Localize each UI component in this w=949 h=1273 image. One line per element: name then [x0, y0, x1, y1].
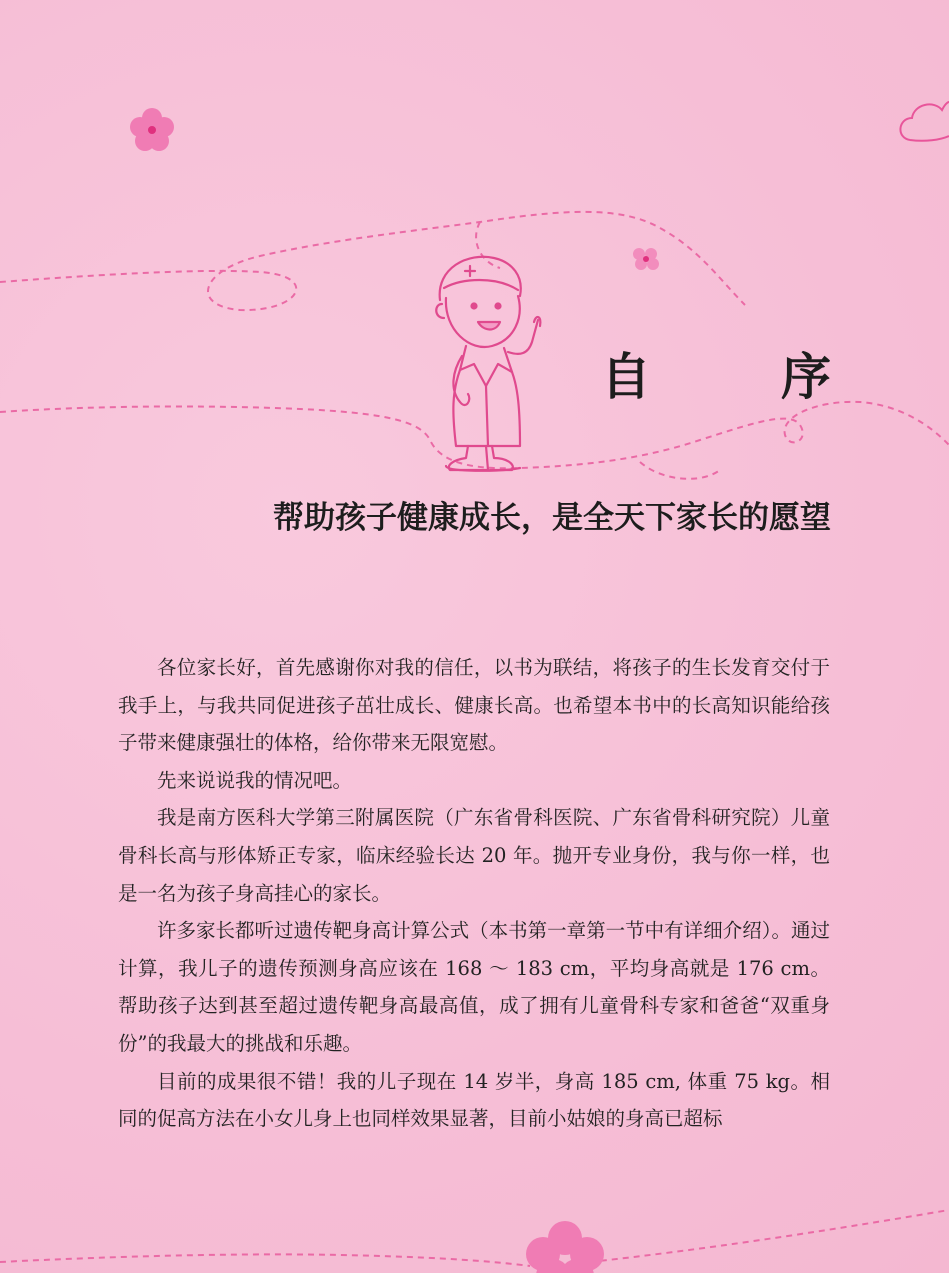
doctor-illustration [436, 257, 540, 471]
flower-icon [526, 1221, 604, 1273]
page-title: 自 序 [601, 347, 871, 406]
cloud-icon [900, 102, 949, 141]
paragraph: 各位家长好，首先感谢你对我的信任，以书为联结，将孩子的生长发育交付于我手上，与我共同促进孩子茁壮成长、健康长高。也希望本书中的长高知识能给孩子带来健康强壮的体格，给你带来无限宽慰。 [118, 656, 830, 755]
flower-icon [633, 248, 659, 270]
section-subtitle: 帮助孩子健康成长，是全天下家长的愿望 [273, 500, 831, 536]
flower-icon [130, 108, 174, 151]
paragraph: 目前的成果很不错！我的儿子现在 14 岁半，身高 185 cm, 体重 75 kg。相同的促高方法在小女儿身上也同样效果显著，目前小姑娘的身高已超标 [118, 1069, 830, 1131]
body-text [118, 649, 830, 1138]
paragraph: 许多家长都听过遗传靶身高计算公式（本书第一章第一节中有详细介绍）。通过计算，我儿子的遗传预测身高应该在 168 ～ 183 cm，平均身高就是 176 cm。帮助孩子达到甚至超过遗传靶身高最高值，成了拥有儿童骨科专家和爸爸“双重身份”的我最大的挑战和乐趣。 [118, 919, 830, 1055]
paragraph: 我是南方医科大学第三附属医院（广东省骨科医院、广东省骨科研究院）儿童骨科长高与形体矫正专家，临床经验长达 20 年。抛开专业身份，我与你一样，也是一名为孩子身高挂心的家长。 [118, 806, 830, 905]
paragraph: 先来说说我的情况吧。 [157, 768, 353, 792]
